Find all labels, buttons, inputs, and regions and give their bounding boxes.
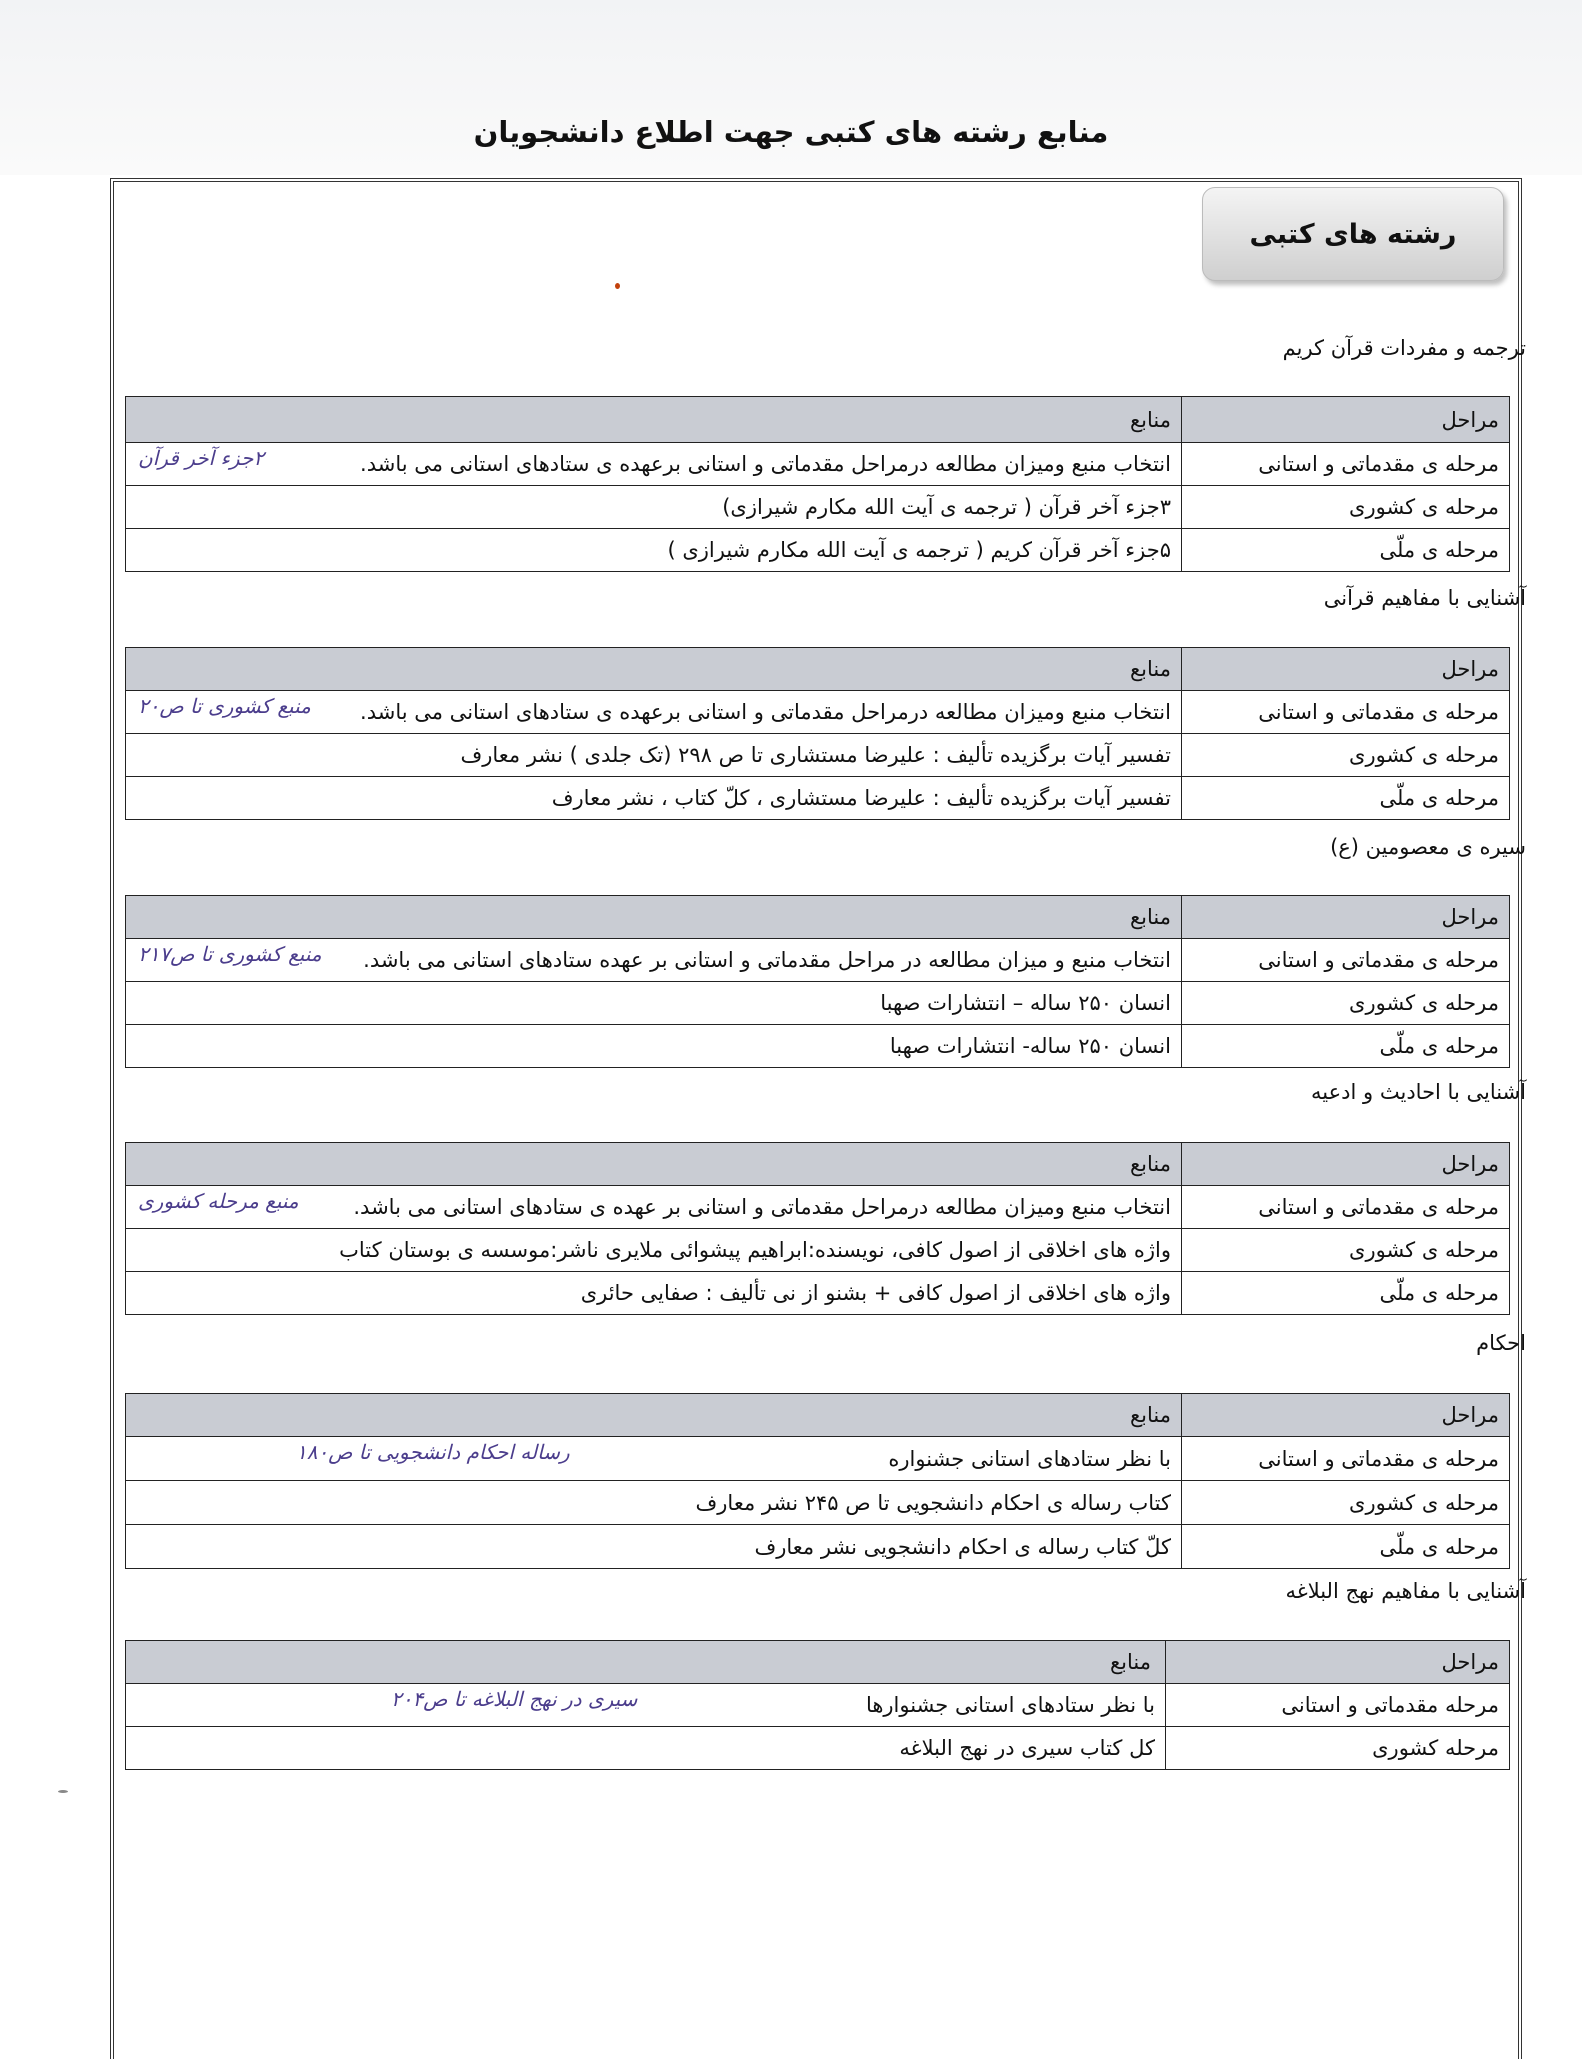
stage-cell: مرحله ی کشوری — [1182, 982, 1510, 1025]
table-row — [126, 1481, 1510, 1525]
source-cell: تفسیر آیات برگزیده تألیف : علیرضا مستشاری تا ص ۲۹۸ (تک جلدی ) نشر معارف — [126, 734, 1182, 777]
table-row — [126, 982, 1510, 1025]
source-cell — [126, 1186, 1182, 1229]
scan-speck — [58, 1790, 68, 1793]
page-title: منابع رشته های کتبی جهت اطلاع دانشجویان — [473, 115, 1109, 149]
source-cell: واژه های اخلاقی از اصول کافی، نویسنده:ابراهیم پیشوائی ملایری ناشر:موسسه ی بوستان کتاب — [126, 1229, 1182, 1272]
source-cell: واژه های اخلاقی از اصول کافی + بشنو از نی تألیف : صفایی حائری — [126, 1272, 1182, 1315]
section-title-infallibles-biography: سیره ی معصومین (ع) — [1330, 835, 1526, 859]
source-cell — [126, 1437, 1182, 1481]
section-title-ahkam: احکام — [1476, 1331, 1526, 1355]
source-text: انتخاب منبع ومیزان مطالعه درمراحل مقدماتی و استانی بر عهده ی ستادهای استانی می باشد. — [353, 1195, 1171, 1219]
table-header-row — [126, 648, 1510, 691]
stage-cell: مرحله ی مقدماتی و استانی — [1182, 939, 1510, 982]
table-header-row — [126, 397, 1510, 443]
table-row — [126, 734, 1510, 777]
table-header-row — [126, 1394, 1510, 1437]
header-sources: منابع — [126, 397, 1182, 443]
source-cell — [126, 939, 1182, 982]
source-cell: ۵جزء آخر قرآن کریم ( ترجمه ی آیت الله مکارم شیرازی ) — [126, 529, 1182, 572]
header-stages: مراحل — [1182, 896, 1510, 939]
source-cell: انسان ۲۵۰ ساله – انتشارات صهبا — [126, 982, 1182, 1025]
stage-cell: مرحله ی مقدماتی و استانی — [1182, 1437, 1510, 1481]
table-row — [126, 443, 1510, 486]
table-row — [126, 1025, 1510, 1068]
table-row — [126, 777, 1510, 820]
table-row — [126, 1525, 1510, 1569]
handwritten-note: ۲جزء آخر قرآن — [138, 446, 265, 470]
table-header-row — [126, 1641, 1510, 1684]
stage-cell: مرحله ی ملّی — [1182, 1272, 1510, 1315]
table-row — [126, 1272, 1510, 1315]
header-sources: منابع — [126, 1394, 1182, 1437]
stage-cell: مرحله ی ملّی — [1182, 529, 1510, 572]
category-heading-box — [1202, 187, 1504, 281]
sources-table-ahkam — [125, 1393, 1510, 1569]
sources-table-quran-translation — [125, 396, 1510, 572]
stage-cell: مرحله ی کشوری — [1182, 1481, 1510, 1525]
table-row — [126, 691, 1510, 734]
handwritten-note: رساله احکام دانشجویی تا ص۱۸۰ — [296, 1440, 570, 1464]
handwritten-note: منبع مرحله کشوری — [138, 1189, 299, 1213]
stage-cell: مرحله ی ملّی — [1182, 1525, 1510, 1569]
source-cell: کلّ کتاب رساله ی احکام دانشجویی نشر معارف — [126, 1525, 1182, 1569]
table-header-row — [126, 896, 1510, 939]
source-cell — [126, 1684, 1166, 1727]
table-row — [126, 1684, 1510, 1727]
section-title-nahj-al-balagha: آشنایی با مفاهیم نهج البلاغه — [1285, 1579, 1526, 1603]
source-cell — [126, 691, 1182, 734]
header-stages: مراحل — [1182, 1394, 1510, 1437]
stage-cell: مرحله ی مقدماتی و استانی — [1182, 691, 1510, 734]
source-text: انتخاب منبع ومیزان مطالعه درمراحل مقدماتی و استانی برعهده ی ستادهای استانی می باشد. — [360, 452, 1171, 476]
handwritten-note: منبع کشوری تا ص۲۱۷ — [138, 942, 322, 966]
stage-cell: مرحله ی ملّی — [1182, 1025, 1510, 1068]
header-sources: منابع — [126, 896, 1182, 939]
stage-cell: مرحله ی کشوری — [1182, 1229, 1510, 1272]
stage-cell: مرحله ی کشوری — [1182, 734, 1510, 777]
section-title-hadith-prayers: آشنایی با احادیث و ادعیه — [1311, 1080, 1526, 1104]
stage-cell: مرحله ی مقدماتی و استانی — [1182, 443, 1510, 486]
stage-cell: مرحله ی کشوری — [1182, 486, 1510, 529]
table-row — [126, 486, 1510, 529]
source-cell: کل کتاب سیری در نهج البلاغه — [126, 1727, 1166, 1770]
stage-cell: مرحله مقدماتی و استانی — [1166, 1684, 1510, 1727]
source-cell: کتاب رساله ی احکام دانشجویی تا ص ۲۴۵ نشر معارف — [126, 1481, 1182, 1525]
header-sources: منابع — [126, 648, 1182, 691]
sources-table-hadith-prayers — [125, 1142, 1510, 1315]
ink-speck — [615, 283, 620, 289]
header-stages: مراحل — [1182, 397, 1510, 443]
source-cell: انسان ۲۵۰ ساله- انتشارات صهبا — [126, 1025, 1182, 1068]
table-row — [126, 1186, 1510, 1229]
header-sources: منابع — [126, 1143, 1182, 1186]
stage-cell: مرحله کشوری — [1166, 1727, 1510, 1770]
stage-cell: مرحله ی مقدماتی و استانی — [1182, 1186, 1510, 1229]
table-row — [126, 939, 1510, 982]
source-text: انتخاب منبع و میزان مطالعه در مراحل مقدماتی و استانی بر عهده ستادهای استانی می باشد. — [363, 948, 1171, 972]
source-text: انتخاب منبع ومیزان مطالعه درمراحل مقدماتی و استانی برعهده ی ستادهای استانی می باشد. — [360, 700, 1171, 724]
source-cell — [126, 443, 1182, 486]
table-row — [126, 1229, 1510, 1272]
table-header-row — [126, 1143, 1510, 1186]
source-cell: تفسیر آیات برگزیده تألیف : علیرضا مستشاری ، کلّ کتاب ، نشر معارف — [126, 777, 1182, 820]
source-text: با نظر ستادهای استانی جشنواره — [888, 1446, 1171, 1471]
handwritten-note: سیری در نهج البلاغه تا ص۲۰۴ — [391, 1687, 638, 1711]
header-stages: مراحل — [1182, 648, 1510, 691]
section-title-quran-translation: ترجمه و مفردات قرآن کریم — [1282, 336, 1526, 360]
sources-table-quranic-concepts — [125, 647, 1510, 820]
sources-table-nahj-al-balagha — [125, 1640, 1510, 1770]
handwritten-note: منبع کشوری تا ص۲۰ — [138, 694, 311, 718]
section-title-quranic-concepts: آشنایی با مفاهیم قرآنی — [1323, 586, 1526, 610]
table-row — [126, 1727, 1510, 1770]
table-row — [126, 529, 1510, 572]
stage-cell: مرحله ی ملّی — [1182, 777, 1510, 820]
header-sources: منابع — [126, 1641, 1166, 1684]
source-cell: ۳جزء آخر قرآن ( ترجمه ی آیت الله مکارم شیرازی) — [126, 486, 1182, 529]
table-row — [126, 1437, 1510, 1481]
sources-table-infallibles-biography — [125, 895, 1510, 1068]
source-text: با نظر ستادهای استانی جشنوارها — [865, 1693, 1155, 1717]
category-heading: رشته های کتبی — [1249, 218, 1457, 250]
header-stages: مراحل — [1182, 1143, 1510, 1186]
header-stages: مراحل — [1166, 1641, 1510, 1684]
